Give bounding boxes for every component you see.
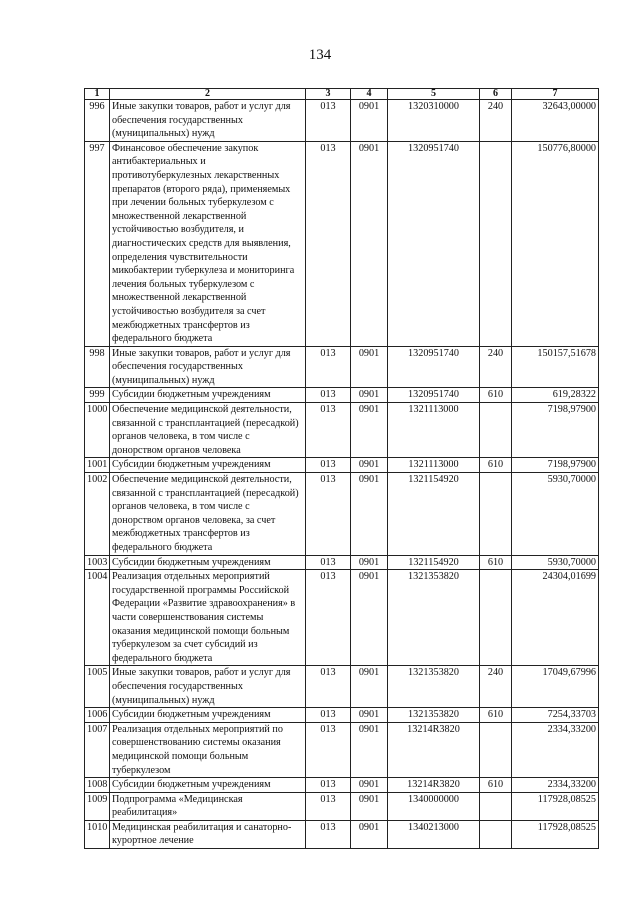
row-code-5: 1321154920 bbox=[388, 555, 480, 570]
column-header: 1 bbox=[85, 89, 110, 100]
table-row bbox=[85, 473, 599, 556]
page-number: 134 bbox=[308, 47, 332, 63]
row-number: 1005 bbox=[85, 666, 110, 708]
row-code-6: 610 bbox=[480, 458, 512, 473]
row-code-6: 610 bbox=[480, 778, 512, 793]
row-code-6: 610 bbox=[480, 708, 512, 723]
row-code-5: 13214R3820 bbox=[388, 722, 480, 777]
column-header: 3 bbox=[306, 89, 351, 100]
row-amount: 7198,97900 bbox=[512, 403, 599, 458]
row-code-6: 240 bbox=[480, 346, 512, 388]
table-row bbox=[85, 820, 599, 848]
row-name: Субсидии бюджетным учреждениям bbox=[110, 778, 306, 793]
row-name: Реализация отдельных мероприятий государственной программы Российской Федерации «Развитие здравоохранения» в части совершенствования системы оказания медицинской помощи больным туберкулезом за счет субсидий из федерального бюджета bbox=[110, 570, 306, 666]
row-code-3: 013 bbox=[306, 346, 351, 388]
row-code-5: 1320310000 bbox=[388, 100, 480, 142]
row-name: Финансовое обеспечение закупок антибактериальных и противотуберкулезных лекарственных препаратов (второго ряда), применяемых при лечении больных туберкулезом с множественной лекарственной устойчивостью возбудителя, и диагностических средств для выявления, определения чувствительности микобактерии туберкулеза и мониторинга лечения больных туберкулезом с множественной лекарственной устойчивостью возбудителя за счет межбюджетных трансфертов из федерального бюджета bbox=[110, 141, 306, 346]
row-code-6: 610 bbox=[480, 555, 512, 570]
row-code-3: 013 bbox=[306, 708, 351, 723]
row-code-4: 0901 bbox=[351, 473, 388, 556]
row-code-5: 1320951740 bbox=[388, 141, 480, 346]
row-code-4: 0901 bbox=[351, 708, 388, 723]
column-header: 7 bbox=[512, 89, 599, 100]
table-row bbox=[85, 778, 599, 793]
table-row bbox=[85, 141, 599, 346]
row-amount: 150776,80000 bbox=[512, 141, 599, 346]
row-code-5: 1321353820 bbox=[388, 666, 480, 708]
table-row bbox=[85, 666, 599, 708]
row-number: 1003 bbox=[85, 555, 110, 570]
table-header-row bbox=[85, 89, 599, 100]
row-code-5: 1320951740 bbox=[388, 346, 480, 388]
row-code-5: 1340213000 bbox=[388, 820, 480, 848]
row-amount: 5930,70000 bbox=[512, 555, 599, 570]
row-amount: 17049,67996 bbox=[512, 666, 599, 708]
row-code-5: 1320951740 bbox=[388, 388, 480, 403]
row-amount: 2334,33200 bbox=[512, 778, 599, 793]
row-code-4: 0901 bbox=[351, 666, 388, 708]
row-name: Иные закупки товаров, работ и услуг для обеспечения государственных (муниципальных) нужд bbox=[110, 100, 306, 142]
row-code-5: 1321113000 bbox=[388, 403, 480, 458]
row-name: Субсидии бюджетным учреждениям bbox=[110, 388, 306, 403]
row-code-5: 1321113000 bbox=[388, 458, 480, 473]
row-code-3: 013 bbox=[306, 666, 351, 708]
row-name: Обеспечение медицинской деятельности, связанной с трансплантацией (пересадкой) органов человека, в том числе с донорством органов человека bbox=[110, 403, 306, 458]
row-code-4: 0901 bbox=[351, 570, 388, 666]
table-row bbox=[85, 100, 599, 142]
row-code-6 bbox=[480, 722, 512, 777]
row-code-4: 0901 bbox=[351, 100, 388, 142]
table-row bbox=[85, 403, 599, 458]
row-amount: 32643,00000 bbox=[512, 100, 599, 142]
row-code-6: 240 bbox=[480, 100, 512, 142]
row-code-5: 1321353820 bbox=[388, 570, 480, 666]
row-name: Субсидии бюджетным учреждениям bbox=[110, 458, 306, 473]
row-code-3: 013 bbox=[306, 473, 351, 556]
column-header: 5 bbox=[388, 89, 480, 100]
row-code-6 bbox=[480, 403, 512, 458]
row-number: 1006 bbox=[85, 708, 110, 723]
row-code-5: 13214R3820 bbox=[388, 778, 480, 793]
row-amount: 7254,33703 bbox=[512, 708, 599, 723]
column-header: 4 bbox=[351, 89, 388, 100]
row-code-4: 0901 bbox=[351, 388, 388, 403]
row-code-3: 013 bbox=[306, 388, 351, 403]
budget-table bbox=[84, 88, 599, 849]
row-code-3: 013 bbox=[306, 458, 351, 473]
row-number: 1004 bbox=[85, 570, 110, 666]
row-code-6 bbox=[480, 570, 512, 666]
row-code-6: 240 bbox=[480, 666, 512, 708]
row-name: Реализация отдельных мероприятий по совершенствованию системы оказания медицинской помощи больным туберкулезом bbox=[110, 722, 306, 777]
row-code-3: 013 bbox=[306, 100, 351, 142]
table-row bbox=[85, 570, 599, 666]
table-row bbox=[85, 388, 599, 403]
row-amount: 619,28322 bbox=[512, 388, 599, 403]
row-name: Иные закупки товаров, работ и услуг для обеспечения государственных (муниципальных) нужд bbox=[110, 346, 306, 388]
row-name: Подпрограмма «Медицинская реабилитация» bbox=[110, 792, 306, 820]
row-number: 1009 bbox=[85, 792, 110, 820]
row-code-4: 0901 bbox=[351, 778, 388, 793]
row-name: Обеспечение медицинской деятельности, связанной с трансплантацией (пересадкой) органов человека, в том числе с донорством органов человека, за счет межбюджетных трансфертов из федерального бюджета bbox=[110, 473, 306, 556]
row-amount: 117928,08525 bbox=[512, 820, 599, 848]
row-code-3: 013 bbox=[306, 141, 351, 346]
row-code-6: 610 bbox=[480, 388, 512, 403]
table-row bbox=[85, 792, 599, 820]
row-number: 1001 bbox=[85, 458, 110, 473]
row-code-6 bbox=[480, 141, 512, 346]
row-code-4: 0901 bbox=[351, 403, 388, 458]
row-name: Медицинская реабилитация и санаторно-курортное лечение bbox=[110, 820, 306, 848]
row-code-4: 0901 bbox=[351, 141, 388, 346]
row-amount: 24304,01699 bbox=[512, 570, 599, 666]
column-header: 6 bbox=[480, 89, 512, 100]
table-row bbox=[85, 555, 599, 570]
row-name: Субсидии бюджетным учреждениям bbox=[110, 708, 306, 723]
table-row bbox=[85, 708, 599, 723]
row-amount: 7198,97900 bbox=[512, 458, 599, 473]
row-code-4: 0901 bbox=[351, 792, 388, 820]
row-code-4: 0901 bbox=[351, 820, 388, 848]
row-amount: 2334,33200 bbox=[512, 722, 599, 777]
row-code-5: 1321154920 bbox=[388, 473, 480, 556]
row-code-3: 013 bbox=[306, 555, 351, 570]
row-code-3: 013 bbox=[306, 820, 351, 848]
row-number: 997 bbox=[85, 141, 110, 346]
row-code-6 bbox=[480, 473, 512, 556]
row-name: Иные закупки товаров, работ и услуг для обеспечения государственных (муниципальных) нужд bbox=[110, 666, 306, 708]
row-code-4: 0901 bbox=[351, 458, 388, 473]
table-row bbox=[85, 346, 599, 388]
column-header: 2 bbox=[110, 89, 306, 100]
table-row bbox=[85, 458, 599, 473]
row-number: 1000 bbox=[85, 403, 110, 458]
row-code-5: 1321353820 bbox=[388, 708, 480, 723]
row-code-3: 013 bbox=[306, 778, 351, 793]
row-number: 998 bbox=[85, 346, 110, 388]
row-code-6 bbox=[480, 820, 512, 848]
row-code-4: 0901 bbox=[351, 722, 388, 777]
row-number: 1008 bbox=[85, 778, 110, 793]
row-code-3: 013 bbox=[306, 792, 351, 820]
row-code-6 bbox=[480, 792, 512, 820]
row-number: 1010 bbox=[85, 820, 110, 848]
row-code-3: 013 bbox=[306, 403, 351, 458]
row-code-3: 013 bbox=[306, 722, 351, 777]
row-number: 999 bbox=[85, 388, 110, 403]
row-amount: 117928,08525 bbox=[512, 792, 599, 820]
table-row bbox=[85, 722, 599, 777]
row-number: 996 bbox=[85, 100, 110, 142]
row-code-4: 0901 bbox=[351, 555, 388, 570]
row-code-4: 0901 bbox=[351, 346, 388, 388]
row-code-3: 013 bbox=[306, 570, 351, 666]
row-amount: 5930,70000 bbox=[512, 473, 599, 556]
row-number: 1002 bbox=[85, 473, 110, 556]
row-number: 1007 bbox=[85, 722, 110, 777]
table-body bbox=[85, 100, 599, 849]
row-amount: 150157,51678 bbox=[512, 346, 599, 388]
row-code-5: 1340000000 bbox=[388, 792, 480, 820]
row-name: Субсидии бюджетным учреждениям bbox=[110, 555, 306, 570]
